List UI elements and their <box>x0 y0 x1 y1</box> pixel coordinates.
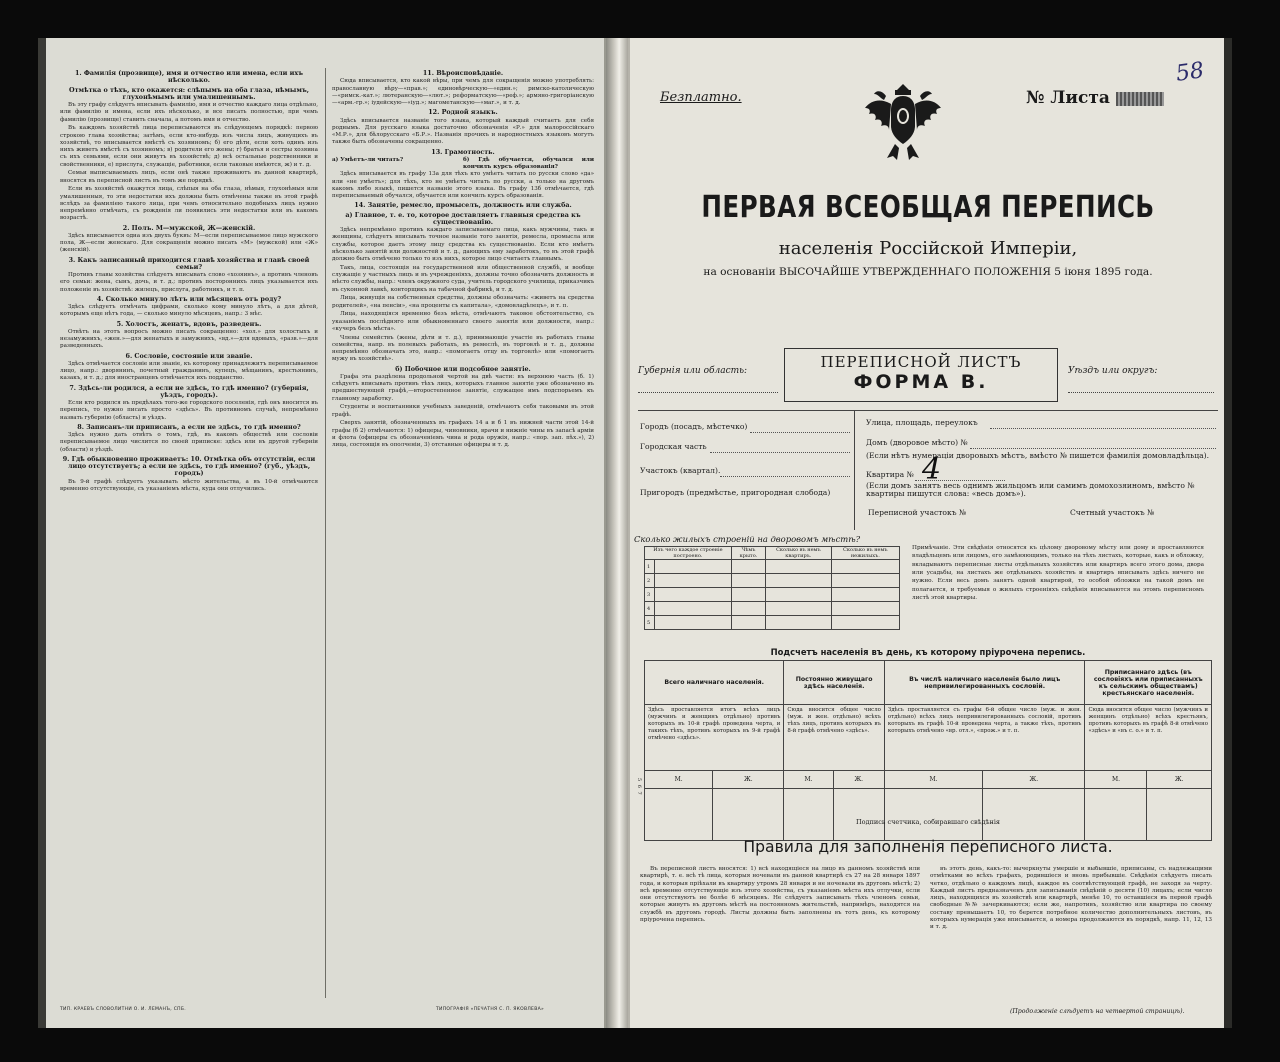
gubernia-label: Губернія или область: <box>638 366 748 376</box>
right-column-instructions <box>332 68 594 998</box>
rule-sub-13b: б) Гдѣ обучается, обучался или кончилъ курсъ образованія? <box>463 156 594 170</box>
table-row <box>645 602 900 616</box>
dom-label: Домъ (дворовое мѣсто) № <box>866 438 968 447</box>
count-instruction: Здѣсь проставляется съ графы 6-й общее число (муж. и жен. отдѣльно) всѣхъ лицъ непривилегированныхъ сословій, противъ которыхъ въ графѣ 10-й проведена черта, а также тѣхъ, противъ которыхъ отмѣчено «вр. отл.», «прож.» и т. п. <box>884 705 1085 771</box>
rules-title: Правила для заполненія переписного листа. <box>743 838 1113 856</box>
count-header-present: Всего наличнаго населенія. <box>645 661 784 705</box>
rule-text: Если въ хозяйствѣ окажутся лица, слѣпыя на оба глаза, нѣмыя, глухонѣмыя или умалишенныя, то эти недостатки ихъ должны быть отмѣчены также въ этой графѣ вслѣдъ за фамиліею такого лица, при чемъ относительно подобныхъ лицъ нужно непремѣнно отмѣчать, съ рожденія ли появились эти недостатки или въ какомъ возрастѣ. <box>60 186 318 222</box>
rule-text: Здѣсь вписывается въ графу 13а для тѣхъ кто умѣетъ читать по русски слово «да» или «не умѣетъ»; для тѣхъ, кто не умѣетъ читать по русски, а только на другомъ какомъ либо языкѣ, пишется названіе этого языка. Въ графу 13б отмѣчается, гдѣ переписываемый обучался, обучается или кончилъ курсъ образованія. <box>332 171 594 199</box>
count-instructions-row <box>645 705 1212 771</box>
left-page <box>46 38 606 1028</box>
count-instruction: Сюда вносится общее число (муж. и жен. отдѣльно) всѣхъ тѣхъ лицъ, противъ которыхъ въ 8-й графѣ отмѣчено «здѣсь». <box>784 705 884 771</box>
row-number: 4 <box>645 602 655 616</box>
table-cell[interactable] <box>655 588 732 602</box>
kvartira-value[interactable]: 4 <box>922 452 942 487</box>
perepisnoy-label: Переписной участокъ № <box>868 508 967 517</box>
ulitsa-field[interactable] <box>990 428 1216 429</box>
rules-text: въ этотъ день, какъ-то: вычеркнуты умершіе и выбывшіе, приписаны, съ надлежащими отмѣтками во всѣхъ графахъ, родившіеся и вновь прибывшіе. Свѣдѣнія слѣдуетъ писать четко, отдѣльно о каждомъ лицѣ, каждое въ соотвѣтствующей графѣ, не заходя за черту. Каждый листъ предназначенъ для записыванія свѣдѣній о десяти (10) лицахъ; если число лицъ, находящихся въ хозяйствѣ или квартирѣ, менѣе 10, то оставшіеся въ первой графѣ свободные №№ зачеркиваются; если же, напротивъ, хозяйство или квартира по своему составу превышаетъ 10, то берется потребное количество дополнительныхъ листовъ, въ которыхъ нумерація уже вписывается, а номера продолжаются въ порядкѣ, напр. 11, 12, 13 и т. д. <box>930 866 1212 931</box>
rule-text: Въ 9-й графѣ слѣдуетъ указывать мѣсто жительства, а въ 10-й отмѣчаются временно отсутствующіе, съ указаніемъ мѣста, куда они отлучились. <box>60 478 318 492</box>
buildings-header <box>766 547 832 560</box>
sheet-number-stamp <box>1116 92 1164 106</box>
rule-heading-4: 4. Сколько минуло лѣтъ или мѣсяцевъ отъ роду? <box>96 294 282 303</box>
row-number: 1 <box>645 560 655 574</box>
rule-text: Сюда вписывается, кто какой вѣры, при чемъ для сокращенія можно употреблять: православную вѣру—«прав.»; единовѣрческую—«един.»; римско-католическую—«римск.-кат.»; лютеранскую—«лют.»; реформатскую—«реф.»; армяно-григоріанскую—«арм.-гр.»; іудейскую—«іуд.»; магометанскую—«маг.», и т. д. <box>332 78 594 106</box>
table-row <box>645 560 900 574</box>
table-cell[interactable] <box>731 574 765 588</box>
chast-field[interactable] <box>710 452 850 453</box>
gorod-label: Городъ (посадъ, мѣстечко) <box>640 422 748 431</box>
table-cell[interactable] <box>655 560 732 574</box>
table-cell[interactable] <box>766 602 832 616</box>
right-page-census-form <box>628 38 1224 1028</box>
buildings-header-roof: Чѣмъ крыто. <box>739 547 758 559</box>
table-cell[interactable] <box>831 602 899 616</box>
rule-heading-1: 1. Фамилія (прозвище), имя и отчество или имена, если ихъ нѣсколько. <box>74 69 304 85</box>
rule-text: Въ каждомъ хозяйствѣ лица переписываются въ слѣдующемъ порядкѣ: первою строкою глава хозяйства; затѣмъ, если кто-нибудь изъ числа лицъ, живущихъ въ хозяйствѣ, то вписывается вмѣстѣ съ хозяиномъ; б) его дѣти, если хоть одинъ изъ нихъ живетъ вмѣстѣ съ хозяиномъ; в) родители его жены; г) братья и сестры хозяина съ ихъ семьями, если они живутъ въ хозяйствѣ; д) всѣ остальные родственники и свойственники, е) прислуга, служащіе, работники, если таковые имѣются, ж) и т. д. <box>60 125 318 168</box>
count-cell[interactable] <box>983 789 1085 841</box>
gorod-field[interactable] <box>750 432 850 433</box>
row-number: 3 <box>645 588 655 602</box>
rule-heading-9: 9. Гдѣ обыкновенно проживаетъ: 10. Отмѣтка объ отсутствіи, если лицо отсутствуетъ; а если не здѣсь, то гдѣ именно? (губ., уѣздъ, городъ) <box>62 454 316 478</box>
rule-heading-14b: б) Побочное или подсобное занятіе. <box>395 364 531 373</box>
column-divider <box>325 68 326 998</box>
rules-column-a <box>640 866 920 996</box>
form-type-line-1: ПЕРЕПИСНОЙ ЛИСТЪ <box>820 353 1022 371</box>
table-cell[interactable] <box>831 560 899 574</box>
male-column: М. <box>884 771 982 789</box>
kvartira-note: (Если домъ занятъ весь однимъ жильцомъ или самимъ домохозяиномъ, вмѣсто № квартиры пишутся слова: «весь домъ»). <box>866 481 1195 498</box>
female-column: Ж. <box>1147 771 1212 789</box>
rule-heading-14: 14. Занятіе, ремесло, промыселъ, должность или служба. <box>354 201 572 210</box>
rules-column-b <box>930 866 1212 996</box>
table-cell[interactable] <box>831 588 899 602</box>
rule-text: Здѣсь вписывается одна изъ двухъ буквъ: М—если переписываемое лицо мужского пола, Ж—если женскаго. Для сокращенія можно писать «М» (мужской) или «Ж» (женскій). <box>60 232 318 254</box>
scanner-edge-left <box>38 38 46 1028</box>
rule-heading-12: 12. Родной языкъ. <box>428 108 498 117</box>
table-cell[interactable] <box>831 616 899 630</box>
table-row <box>645 574 900 588</box>
count-cell[interactable] <box>833 789 884 841</box>
book-gutter <box>606 38 628 1028</box>
count-cell[interactable] <box>1147 789 1212 841</box>
male-column: М. <box>784 771 833 789</box>
count-value-row <box>645 789 1212 841</box>
rule-heading-2: 2. Полъ. М—мужской, Ж—женскій. <box>122 223 256 232</box>
buildings-header-row <box>645 547 900 560</box>
row-number: 2 <box>645 574 655 588</box>
rule-heading-3: 3. Какъ записанный приходится главѣ хозяйства и главѣ своей семьи? <box>68 255 310 271</box>
prigorod-label: Пригородъ (предмѣстье, пригородная слобода) <box>640 488 831 497</box>
left-column-instructions <box>60 68 318 998</box>
dom-note: (Если нѣтъ нумераціи дворовыхъ мѣстъ, вмѣсто № пишется фамилія домовладѣльца). <box>866 451 1210 460</box>
table-cell[interactable] <box>766 574 832 588</box>
form-header <box>638 348 1218 404</box>
form-subtitle: населенія Россійской Имперіи, <box>778 238 1078 259</box>
female-column: Ж. <box>833 771 884 789</box>
rule-text: Здѣсь слѣдуетъ отмѣчать цифрами, сколько кому минуло лѣтъ, а для дѣтей, которымъ еще нѣтъ года, — сколько минуло мѣсяцевъ, напр.: 3 мѣс. <box>60 304 318 318</box>
ulitsa-label: Улица, площадь, переулокъ <box>866 418 978 427</box>
table-cell[interactable] <box>655 616 732 630</box>
rule-heading-8: 8. Записанъ-ли приписанъ, а если не здѣсь, то гдѣ именно? <box>77 422 301 431</box>
rule-sub-13a: а) Умѣетъ-ли читать? <box>332 156 404 163</box>
rule-text: Противъ главы хозяйства слѣдуетъ вписывать слово «хозяинъ», а противъ членовъ его семьи: жена, сынъ, дочь, и т. д.; противъ постороннихъ лицъ указывается ихъ положеніе въ хозяйствѣ: жилецъ, прислуга, работникъ, и т. п. <box>60 272 318 293</box>
rule-text: Здѣсь отмѣчается сословіе или званіе, къ которому принадлежитъ переписываемое лицо, напр.: дворянинъ, почетный гражданинъ, купецъ, мѣщанинъ, крестьянинъ, казакъ, и т. д.; для иностранцевъ отмѣчается ихъ подданство. <box>60 360 318 382</box>
table-cell[interactable] <box>731 616 765 630</box>
buildings-header-material: Изъ чего каждое строеніе построено. <box>653 547 723 559</box>
dom-field[interactable] <box>970 448 1216 449</box>
buildings-header <box>645 547 732 560</box>
uezd-field[interactable] <box>1068 392 1214 393</box>
count-cell[interactable] <box>884 789 982 841</box>
form-type-line-2: ФОРМА В. <box>853 371 989 393</box>
count-instruction: Здѣсь проставляется итогъ всѣхъ лицъ (мужчинъ и женщинъ отдѣльно) противъ которыхъ въ 10-й графѣ проведена черта, и такихъ тѣхъ, противъ которыхъ въ 9-й графѣ отмѣчено «здѣсь». <box>645 705 784 771</box>
buildings-question: Сколько жилыхъ строеній на дворовомъ мѣстѣ? <box>634 534 861 544</box>
row-number: 5 <box>645 616 655 630</box>
rule-text: Въ эту графу слѣдуетъ вписывать фамилію, имя и отчество каждаго лица отдѣльно, или фамилію и имена, если ихъ нѣсколько, и все писать полностью, при чемъ фамилію (прозвище) ставить сначала, а потомъ имя и отчество. <box>60 102 318 123</box>
male-column: М. <box>645 771 713 789</box>
rule-text: Лица, живущія на собственныя средства, должны обозначать: «живетъ на средства родителей», «на пенсіи», «на проценты съ капитала», «домовладѣлецъ», и т. п. <box>332 295 594 309</box>
table-row <box>645 588 900 602</box>
table-cell[interactable] <box>766 588 832 602</box>
count-cell[interactable] <box>713 789 784 841</box>
rule-text: Здѣсь вписывается названіе того языка, который каждый считаетъ для себя роднымъ. Для русскаго языка достаточно обозначенія «Р.» для малороссійскаго «М.Р.», для бѣлорусскаго «Б.Р.». Названія прочихъ и народностныхъ языковъ могутъ также быть обозначены сокращенно. <box>332 117 594 146</box>
count-cell[interactable] <box>645 789 713 841</box>
buildings-note: Примѣчаніе. Эти свѣдѣнія относятся къ цѣлому дворовому мѣсту или дому и проставляются владѣльцемъ или лицомъ, его замѣняющимъ, только на тѣхъ листахъ, которые, какъ и обложку, вкладываютъ переписные листы отдѣльныхъ хозяйствъ или квартиръ всего этого дома, двора или усадьбы, на листахъ же отдѣльныхъ хозяйствъ и квартиръ вписывать здѣсь ничего не нужно. Если весь домъ занятъ одной квартирой, то особой обложки на такой домъ не полагается, и требуемыя о жилыхъ строеніяхъ свѣдѣнія вписываются на этомъ переписномъ листѣ этой квартиры. <box>912 545 1204 602</box>
rule-heading-11: 11. Вѣроисповѣданіе. <box>422 69 504 77</box>
count-instruction: Сюда вносится общее число (мужчинъ и женщинъ отдѣльно) всѣхъ крестьянъ, противъ которыхъ въ графѣ 8-й отмѣчено «здѣсь» и «въ с. о.» и т. п. <box>1085 705 1212 771</box>
uchastok-label: Участокъ (квартал). <box>640 466 721 475</box>
male-column: М. <box>1085 771 1147 789</box>
buildings-header-apartments: Сколько въ немъ квартиръ. <box>776 547 821 559</box>
form-title: ПЕРВАЯ ВСЕОБЩАЯ ПЕРЕПИСЬ <box>701 190 1155 225</box>
table-cell[interactable] <box>766 560 832 574</box>
buildings-header <box>831 547 899 560</box>
rule-text: Отвѣтъ на этотъ вопросъ можно писать сокращенно: «хол.» для холостыхъ и незамужнихъ, «жен.»—для женатыхъ и замужнихъ, «вд.»—для вдовыхъ, «разв.»—для разведенныхъ. <box>60 328 318 350</box>
count-header-row <box>645 661 1212 705</box>
table-cell[interactable] <box>655 602 732 616</box>
buildings-header <box>731 547 765 560</box>
schetny-label: Счетный участокъ № <box>1070 508 1155 517</box>
table-cell[interactable] <box>731 560 765 574</box>
side-marker: 5 6 7 <box>636 778 642 796</box>
uezd-label: Уѣздъ или округъ: <box>1068 366 1158 376</box>
imperial-eagle-icon <box>862 80 944 164</box>
rule-heading-5: 5. Холостъ, женатъ, вдовъ, разведенъ. <box>116 319 262 328</box>
population-count-table <box>644 660 1212 841</box>
rule-text: Лица, находящіяся временно безъ мѣста, отмѣчаютъ таковое обстоятельство, съ указаніемъ послѣдняго или обыкновеннаго своего занятія или должности, напр.: «кучеръ безъ мѣста». <box>332 311 594 332</box>
rule-heading-6: 6. Сословіе, состояніе или званіе. <box>125 351 253 360</box>
uchastok-field[interactable] <box>720 476 850 477</box>
kvartira-label: Квартира № <box>866 470 914 479</box>
rule-text: Семьи выписываемыхъ лицъ, если онѣ также проживаютъ въ данной квартирѣ, вносятся въ переписной листъ въ томъ же порядкѣ. <box>60 170 318 184</box>
chast-label: Городская часть <box>640 442 707 451</box>
rule-text: Здѣсь нужно дать отвѣтъ о томъ, гдѣ, въ какомъ обществѣ или сословіи переписываемое лицо числится по своей приписке: здѣсь или въ другой губерніи (области) и уѣздѣ. <box>60 432 318 453</box>
population-count-title: Подсчетъ населенія въ день, къ которому пріурочена перепись. <box>770 647 1086 657</box>
count-sex-row <box>645 771 1212 789</box>
rule-heading-1b: Отмѣтка о тѣхъ, кто окажется: слѣпымъ на оба глаза, нѣмымъ, глухонѣмымъ или умалишеннымъ. <box>69 85 309 101</box>
rule-heading-14a: а) Главное, т. е. то, которое доставляетъ главныя средства къ существованію. <box>345 210 581 226</box>
continuation-note: (Продолженіе слѣдуетъ на четвертой страницѣ). <box>1010 1008 1185 1015</box>
table-cell[interactable] <box>731 602 765 616</box>
rules-text: Въ переписной листъ вносятся: 1) всѣ находящіеся на лицо въ данномъ хозяйствѣ или квартирѣ, т. е. всѣ тѣ лица, которыя ночевали въ данной квартирѣ съ 27 на 28 января 1897 года, и которыя пріѣхали въ квартиру утромъ 28 января и не ночевали въ другомъ мѣстѣ; 2) всѣ временно отсутствующіе изъ этого хозяйства, съ указаніемъ мѣста ихъ отлучки, если они отсутствуютъ не болѣе 6 мѣсяцевъ. Не слѣдуетъ записывать тѣхъ членовъ семьи, которые живутъ въ другомъ мѣстѣ на постоянномъ жительствѣ, напримѣръ, находятся на службѣ въ другомъ городѣ. Листы должны быть заполнены въ тотъ день, къ которому пріурочена перепись. <box>640 866 920 924</box>
table-cell[interactable] <box>831 574 899 588</box>
female-column: Ж. <box>983 771 1085 789</box>
count-header-permanent: Постоянно живущаго здѣсь населенія. <box>784 661 884 705</box>
legal-basis: на основаніи ВЫСОЧАЙШЕ УТВЕРЖДЕННАГО ПОЛОЖЕНІЯ 5 іюня 1895 года. <box>703 266 1153 278</box>
table-row <box>645 616 900 630</box>
rule-heading-7: 7. Здѣсь-ли родился, а если не здѣсь, то гдѣ именно? (губернія, уѣздъ, городъ). <box>69 383 309 399</box>
printer-imprint-right: ТИПОГРАФІЯ «ПЕЧАТНЯ С. П. ЯКОВЛЕВА» <box>436 1007 545 1012</box>
form-type-box <box>784 348 1058 402</box>
literacy-subheads <box>332 157 594 172</box>
address-top-rule <box>638 410 1218 411</box>
table-cell[interactable] <box>731 588 765 602</box>
enumerator-signature: Подпись счетчика, собиравшаго свѣдѣнія <box>855 818 1001 826</box>
table-cell[interactable] <box>766 616 832 630</box>
buildings-table <box>644 546 900 630</box>
table-cell[interactable] <box>655 574 732 588</box>
gubernia-field[interactable] <box>638 392 778 393</box>
address-divider <box>854 410 855 530</box>
rule-text: Студенты и воспитанники учебныхъ заведеній, отмѣчаютъ себя таковыми въ этой графѣ. <box>332 404 594 418</box>
rule-text: Здѣсь непремѣнно противъ каждаго записываемаго лица, какъ мужчины, такъ и женщины, слѣдуетъ вписывать точное названіе того занятія, ремесла, промысла или службы, которое даетъ этому лицу средства къ существованію. Если кто имѣетъ нѣсколько занятій или должностей и т. д., дающихъ ему заработокъ, то въ этой графѣ должно быть отмѣчено только то изъ нихъ, которое лицо считаетъ главнымъ. <box>332 227 594 262</box>
rule-text: Члены семействъ (жены, дѣти и т. д.), принимающіе участіе въ работахъ главы семейства, напр. въ полевыхъ работахъ, въ ремеслѣ, въ торговлѣ и т. д., должны непремѣнно обозначать это, напр.: «помогаетъ отцу въ торговлѣ» или «помогаетъ мужу въ хозяйствѣ». <box>332 334 594 363</box>
rule-text: Графа эта раздѣлена продольной чертой на двѣ части: въ верхнюю часть (б. 1) слѣдуетъ вписывать противъ тѣхъ лицъ, которыхъ главное занятіе уже обозначено въ предшествующей графѣ,—второстепенное занятіе, служащее имъ подспорьемъ къ главному заработку. <box>332 373 594 402</box>
rule-text: Сверхъ занятій, обозначенныхъ въ графахъ 14 а и б 1 въ нижней части этой 14-й графы (б 2) отмѣчаются: 1) офицеры, чиновники, врачи и нижніе чины въ запасѣ армiи и флота (офицеры съ обозначеніемъ чина и рода оружія, напр.: «пор. зап. пѣх.»), 2) лица, состоящія въ ополченіи, 3) отставные офицеры и т. д. <box>332 420 594 448</box>
rule-heading-13: 13. Грамотность. <box>431 147 495 156</box>
count-header-nonprivileged: Въ числѣ наличнаго населенія было лицъ непривилегированныхъ сословій. <box>884 661 1085 705</box>
folio-number: 58 <box>1174 58 1206 87</box>
female-column: Ж. <box>713 771 784 789</box>
printer-imprint-left: ТИП. КРАЕВЪ СЛОВОЛИТНИ О. И. ЛЕМАНЪ, СПБ. <box>60 1007 186 1012</box>
rule-text: Такъ, лица, состоящія на государственной или общественной службѣ, и вообще служащіе у частныхъ лицъ и въ учрежденіяхъ, должны точно обозначить должность и мѣсто службы, напр.: членъ окружного суда, учитель городского училища, приказчикъ въ суконной лавкѣ, конторщикъ на табачной фабрикѣ, и т. д. <box>332 264 594 293</box>
free-of-charge-label: Безплатно. <box>660 90 742 105</box>
count-header-peasants: Приписаннаго здѣсь (въ сословіяхъ или приписанныхъ къ сельскимъ обществамъ) крестьянскаго населенія. <box>1085 661 1212 705</box>
buildings-header-nonresidential: Сколько въ немъ нежилыхъ. <box>843 547 888 559</box>
sheet-number <box>1026 88 1164 108</box>
rule-text: Если кто родился въ предѣлахъ того-же городского поселенія, гдѣ онъ вносится въ перепись, то нужно писать просто «здѣсь». Въ противномъ случаѣ, непремѣнно назвать губернію (область) и уѣздъ. <box>60 400 318 421</box>
scanner-edge-right <box>1224 38 1232 1028</box>
count-cell[interactable] <box>1085 789 1147 841</box>
sheet-number-label: № Листа <box>1026 88 1110 108</box>
count-cell[interactable] <box>784 789 833 841</box>
